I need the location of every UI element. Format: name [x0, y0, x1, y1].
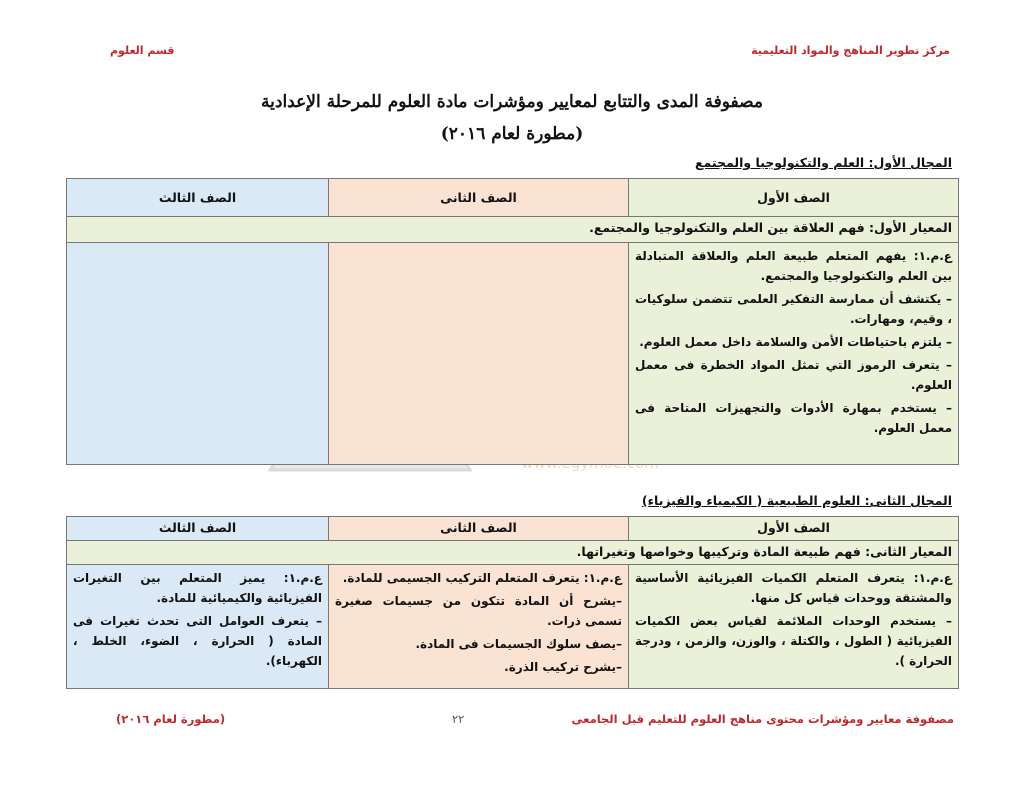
column-grade-1: الصف الأول	[629, 517, 959, 541]
header-department: قسم العلوم	[110, 44, 175, 57]
indicator: –يشرح تركيب الذرة.	[504, 660, 622, 674]
indicator: –يشرح أن المادة تتكون من جسيمات صغيرة تسمى ذرات.	[335, 594, 622, 628]
indicator: ع.م.١: يميز المتعلم بين التغيرات الفيزيائية والكيميائية للمادة.	[73, 571, 322, 605]
column-grade-2: الصف الثانى	[329, 179, 629, 217]
grade-2-cell	[329, 243, 629, 465]
column-grade-1: الصف الأول	[629, 179, 959, 217]
grade-3-cell	[67, 243, 329, 465]
page-title: مصفوفة المدى والتتابع لمعايير ومؤشرات مادة العلوم للمرحلة الإعدادية	[261, 92, 763, 112]
indicator: – يتعرف العوامل التى تحدث تغيرات فى المادة ( الحرارة ، الضوء، الخلط ، الكهرباء).	[73, 614, 322, 668]
grade-1-cell	[629, 243, 959, 465]
indicator: – يلتزم باحتياطات الأمن والسلامة داخل معمل العلوم.	[639, 335, 952, 349]
domain-2-table	[66, 516, 959, 689]
indicator: – يستخدم الوحدات الملائمة لقياس بعض الكميات الفيزيائية ( الطول ، والكتلة ، والوزن، والزمن ، ودرجة الحرارة ).	[635, 614, 952, 668]
indicator: – يتعرف الرموز التي تمثل المواد الخطرة فى معمل العلوم.	[635, 358, 952, 392]
column-grade-3: الصف الثالث	[67, 517, 329, 541]
page-subtitle: (مطورة لعام ٢٠١٦)	[440, 124, 584, 144]
footer-title: مصفوفة معايير ومؤشرات محتوى مناهج العلوم للتعليم قبل الجامعى	[571, 712, 954, 726]
standard-row: المعيار الأول: فهم العلاقة بين العلم والتكنولوجيا والمجتمع.	[67, 217, 959, 243]
grade-2-cell	[329, 565, 629, 689]
domain-1-label: المجال الأول: العلم والتكنولوجيا والمجتمع	[694, 155, 952, 170]
domain-1-table	[66, 178, 959, 465]
domain-2-label: المجال الثانى: العلوم الطبيعية ( الكيمياء والفيزياء)	[641, 493, 952, 508]
standard-row: المعيار الثانى: فهم طبيعة المادة وتركيبها وخواصها وتغيراتها.	[67, 541, 959, 565]
indicator: –يصف سلوك الجسيمات فى المادة.	[415, 637, 622, 651]
footer-edition: (مطورة لعام ٢٠١٦)	[116, 712, 226, 726]
indicator: – يستخدم بمهارة الأدوات والتجهيزات المتاحة فى معمل العلوم.	[635, 401, 952, 435]
column-grade-2: الصف الثانى	[329, 517, 629, 541]
indicator: ع.م.١: يتعرف المتعلم التركيب الجسيمى للمادة.	[342, 571, 622, 585]
grade-1-cell	[629, 565, 959, 689]
indicator: ع.م.١: يتعرف المتعلم الكميات الفيزيائية الأساسية والمشتقة ووحدات قياس كل منها.	[635, 571, 952, 605]
page-number: ٢٢	[452, 712, 465, 726]
indicator: ع.م.١: يفهم المتعلم طبيعة العلم والعلاقة المتبادلة بين العلم والتكنولوجيا والمجتمع.	[635, 249, 952, 283]
indicator: – يكتشف أن ممارسة التفكير العلمى تتضمن سلوكيات ، وقيم، ومهارات.	[635, 292, 952, 326]
header-center-name: مركز تطوير المناهج والمواد التعليمية	[751, 44, 950, 57]
grade-3-cell	[67, 565, 329, 689]
column-grade-3: الصف الثالث	[67, 179, 329, 217]
